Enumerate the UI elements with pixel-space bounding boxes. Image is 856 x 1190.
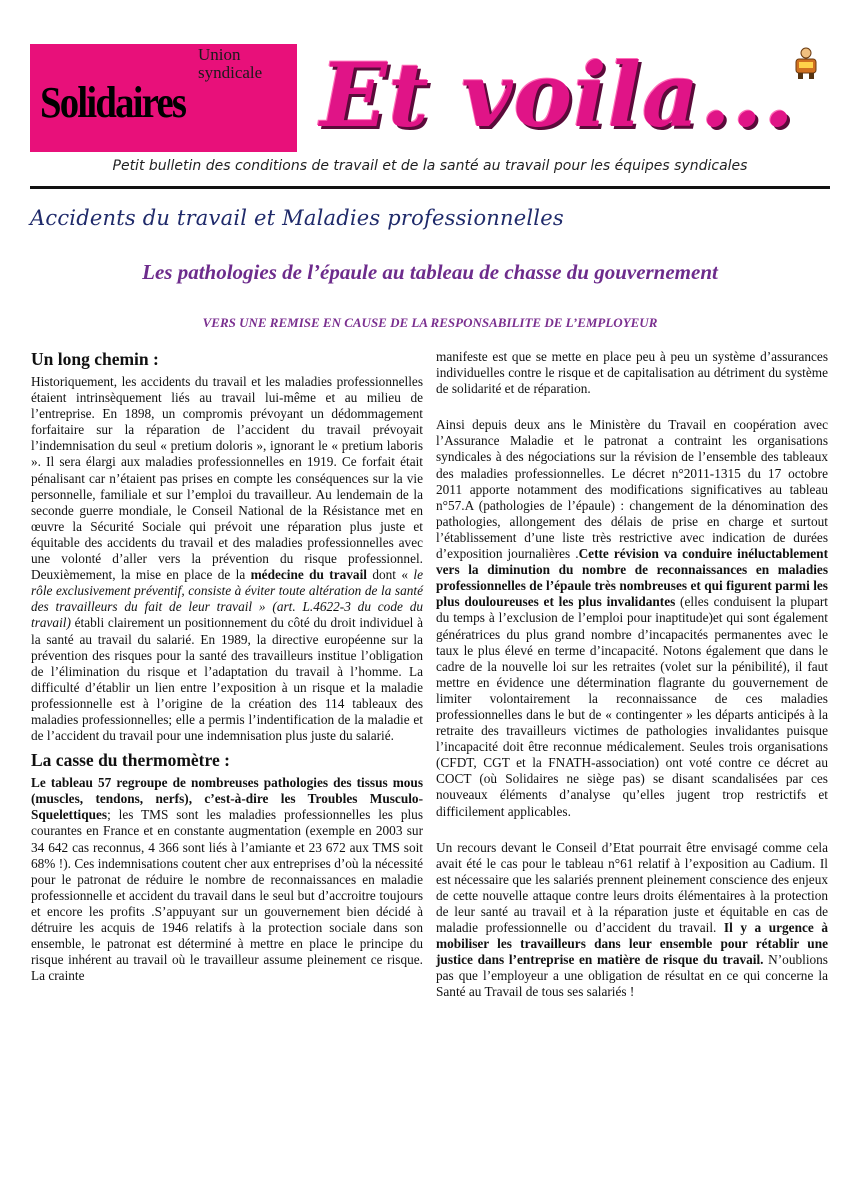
logo-union-text: Union [198, 45, 241, 64]
section-title: Accidents du travail et Maladies professionnelles [30, 206, 564, 230]
solidaires-logo [30, 44, 297, 152]
header-divider [30, 186, 830, 189]
heading-casse-thermometre: La casse du thermomètre : [31, 750, 230, 771]
paragraph-assurances: manifeste est que se mette en place peu à peu un système d’assurances individuelles contre le risque et de capitalisation au détriment du système de solidarité et de réparation. [436, 349, 828, 397]
right-column [436, 349, 828, 1007]
paragraph-tableau-57: Le tableau 57 regroupe de nombreuses pathologies des tissus mous (muscles, tendons, nerfs), c’est-à-dire les Troubles Musculo-Squelettiques; les TMS sont les maladies professionnelles les plus courantes en France et en constante augmentation (exemple en 2003 sur 34 642 cas reconnus, 4 366 sont liés à l’amiante et 23 672 aux TMS soit 68% !). Ces indemnisations coutent cher aux entreprises d’où la nécessité pour le patronat de réduire le nombre de reconnaissances en maladie professionnelle et accident du travail dans le seul but d’accroitre toujours et encore les profits .S’appuyant sur un gouvernement bien décidé à détruire les acquis de 1946 relatifs à la protection sociale dans son ensemble, le patronat est déterminé à mettre en place le principe du risque inhérent au travail où le travailleur assume pleinement ce risque. La crainte [31, 775, 423, 984]
logo-syndicale-text: syndicale [198, 63, 263, 82]
heading-long-chemin: Un long chemin : [31, 349, 159, 369]
paragraph-recours: Un recours devant le Conseil d’Etat pourrait être envisagé comme cela avait été le cas pour le tableau n°61 relatif à l’exposition au Cadium. Il est nécessaire que les salariés prennent pleinement conscience des enjeux de cette nouvelle attaque contre leurs droits élémentaires à la protection de leur santé au travail et à la réparation juste et équitable en cas de maladie professionnelle ou d’accident du travail. Il y a urgence à mobiliser les travailleurs dans leur ensemble pour rétablir une justice dans l’entreprise en matière de risque du travail. N’oublions pas que l’employeur a une obligation de résultat en ce qui concerne la Santé au Travail de tous ses salariés ! [436, 839, 828, 1000]
worker-mascot-icon [790, 46, 822, 80]
bulletin-title: Et voila... [320, 43, 795, 147]
logo-solidaires-text: Solidaires [40, 78, 186, 127]
bulletin-subtitle: Petit bulletin des conditions de travail et de la santé au travail pour les équipes syndicales [112, 158, 748, 174]
article-headline: Les pathologies de l’épaule au tableau de chasse du gouvernement [142, 260, 718, 284]
paragraph-decret: Ainsi depuis deux ans le Ministère du Travail en coopération avec l’Assurance Maladie et le patronat a contraint les organisations syndicales à des négociations sur la révision de l’ensemble des tableaux des maladies professionnelles. Le décret n°2011-1315 du 17 octobre 2011 apporte notamment des modifications significatives au tableau n°57.A (pathologies de l’épaule) : changement de la dénomination des pathologies, allongement des délais de prise en charge et surtout l’établissement d’une liste très restrictive avec indication de durées d’exposition journalières .Cette révision va conduire inéluctablement vers la diminution du nombre de reconnaissances en maladies professionnelles de l’épaule très nombreuses et qui figurent parmi les plus douloureuses et les plus invalidantes (elles conduisent la plupart du temps à l’exclusion de l’emploi pour inaptitude)et qui sont également génératrices du plus grand nombre d’incapacités permanentes avec le taux le plus élevé en terme d’incapacité. Notons également que dans le cadre de la nouvelle loi sur les retraites (volet sur la pénibilité), il faut mettre en évidence une détermination flagrante du gouvernement de limiter volontairement la reconnaissance de ces maladies professionnelles dans le but de « contingenter » les départs anticipés à la retraite des travailleurs victimes de pathologies invalidantes puisque l’incapacité doit être reconnue médicalement. Seules trois organisations (CFDT, CGT et la FNATH-association) ont voté contre ce décret au COCT (où Solidaires ne siège pas) se disant scandalisées par ces nouveaux éléments d’analyse qu’elles jugent trop restrictifs et difficilement applicables. [436, 417, 828, 819]
article-kicker: VERS UNE REMISE EN CAUSE DE LA RESPONSABILITE DE L’EMPLOYEUR [202, 315, 658, 330]
paragraph-history: Historiquement, les accidents du travail et les maladies professionnelles étaient intrinsèquement liés au travail lui-même et au milieu de l’entreprise. En 1898, un compromis prévoyant un dédommagement forfaitaire sur la réparation de l’accident du travail prévoyait l’indemnisation du seul « pretium doloris », ignorant le « pretium laboris ». Il sera élargi aux maladies professionnelles en 1919. Ce forfait était pénalisant car n’étaient pas prises en compte les conséquences sur la vie personnelle, familiale et sur l’emploi du travailleur. Au lendemain de la seconde guerre mondiale, le Conseil National de la Résistance met en œuvre la Sécurité Sociale qui prévoit une réparation plus juste et équitable des accidents du travail et des maladies professionnelles avec une volonté d’aller vers la prévention du risque professionnel. Deuxièmement, la mise en place de la médecine du travail dont « le rôle exclusivement préventif, consiste à éviter toute altération de la santé des travailleurs du fait de leur travail » (art. L.4622-3 du code du travail) établi clairement un positionnement du côté du droit individuel à la santé au travail du salarié. En 1989, la directive européenne sur la prévention des risques pour la santé des travailleurs institue l’obligation de l’élimination du risque et l’adaptation du travail à l’homme. La difficulté d’établir un lien entre l’exposition à un risque et la maladie professionnelle est à l’origine de la création des 114 tableaux des maladies professionnelles; elle a permis l’indentification de la maladie et de l’accident du travail pour une indemnisation plus juste du salarié. [31, 374, 423, 744]
left-column [31, 349, 423, 990]
